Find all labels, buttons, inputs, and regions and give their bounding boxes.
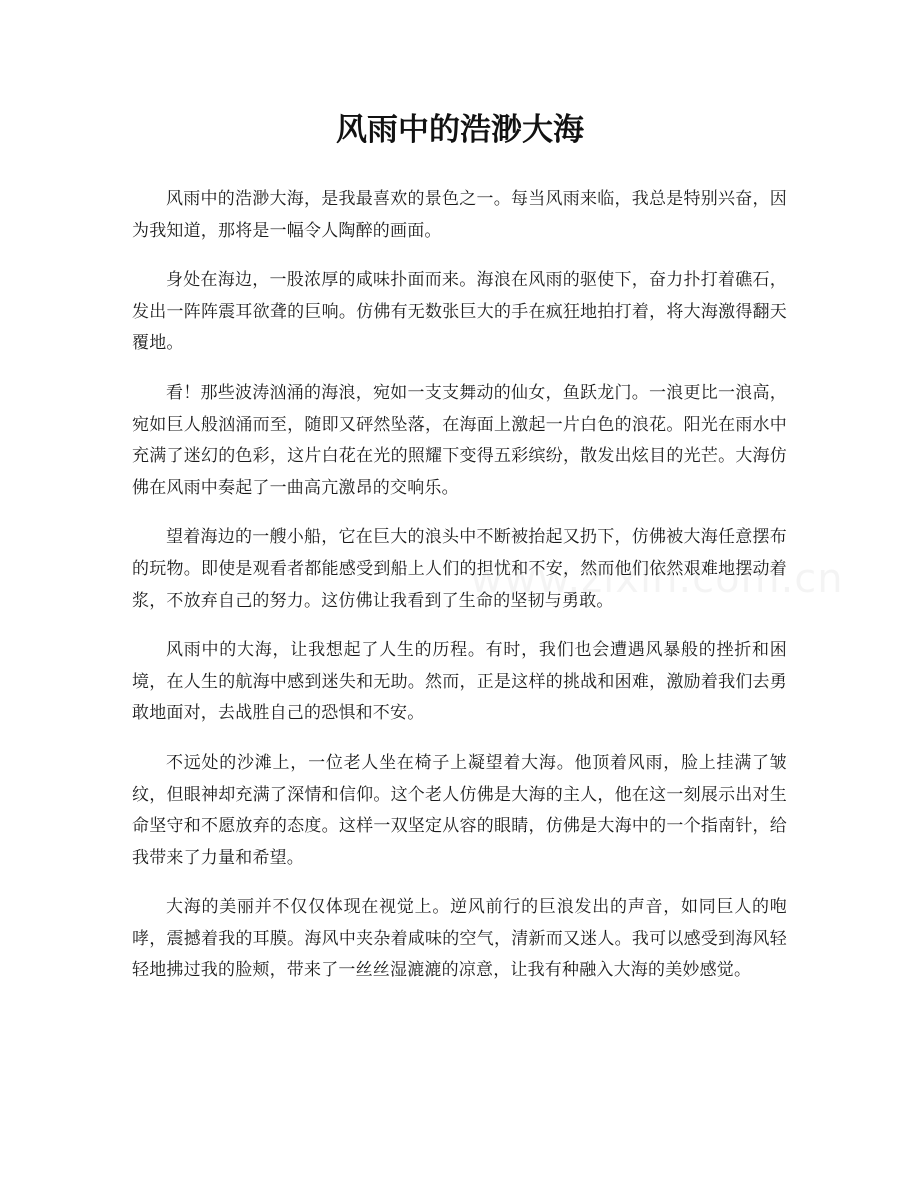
paragraph-5: 风雨中的大海，让我想起了人生的历程。有时，我们也会遭遇风暴般的挫折和困境，在人生的航海中感到迷失和无助。然而，正是这样的挑战和困难，激励着我们去勇敢地面对，去战胜自己的恐惧和不安。 bbox=[132, 640, 787, 724]
paragraph-3: 看！那些波涛汹涌的海浪，宛如一支支舞动的仙女，鱼跃龙门。一浪更比一浪高，宛如巨人般汹涌而至，随即又砰然坠落，在海面上激起一片白色的浪花。阳光在雨水中充满了迷幻的色彩，这片白花在光的照耀下变得五彩缤纷，散发出炫目的光芒。大海仿佛在风雨中奏起了一曲高亢激昂的交响乐。 bbox=[132, 382, 787, 498]
paragraph-1: 风雨中的浩渺大海，是我最喜欢的景色之一。每当风雨来临，我总是特别兴奋，因为我知道，那将是一幅令人陶醉的画面。 bbox=[132, 189, 787, 241]
paragraph-2: 身处在海边，一股浓厚的咸味扑面而来。海浪在风雨的驱使下，奋力扑打着礁石，发出一阵阵震耳欲聋的巨响。仿佛有无数张巨大的手在疯狂地拍打着，将大海激得翻天覆地。 bbox=[132, 270, 787, 354]
document-body bbox=[132, 184, 787, 1005]
page-title: 风雨中的浩渺大海 bbox=[336, 112, 584, 148]
paragraph-7: 大海的美丽并不仅仅体现在视觉上。逆风前行的巨浪发出的声音，如同巨人的咆哮，震撼着我的耳膜。海风中夹杂着咸味的空气，清新而又迷人。我可以感受到海风轻轻地拂过我的脸颊，带来了一丝丝湿漉漉的凉意，让我有种融入大海的美妙感觉。 bbox=[132, 897, 787, 981]
paragraph-4: 望着海边的一艘小船，它在巨大的浪头中不断被抬起又扔下，仿佛被大海任意摆布的玩物。即使是观看者都能感受到船上人们的担忧和不安，然而他们依然艰难地摆动着浆，不放弃自己的努力。这仿佛让我看到了生命的坚韧与勇敢。 bbox=[132, 527, 787, 611]
paragraph-6: 不远处的沙滩上，一位老人坐在椅子上凝望着大海。他顶着风雨，脸上挂满了皱纹，但眼神却充满了深情和信仰。这个老人仿佛是大海的主人，他在这一刻展示出对生命坚守和不愿放弃的态度。这样一双坚定从容的眼睛，仿佛是大海中的一个指南针，给我带来了力量和希望。 bbox=[132, 752, 787, 868]
